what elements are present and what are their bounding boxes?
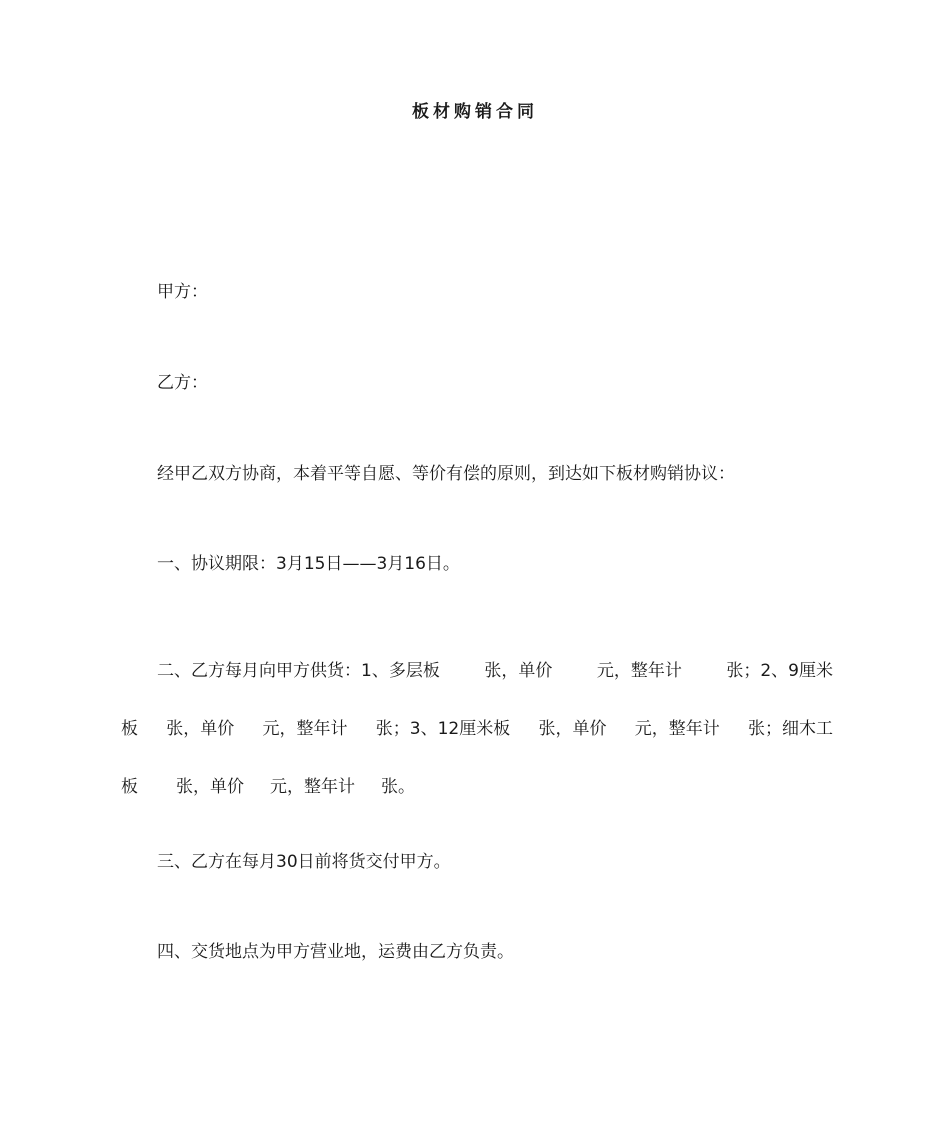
clause-2-text: 元，整年计 (270, 777, 355, 797)
clause-2-text: 板 (121, 719, 138, 739)
party-a-label: 甲方： (157, 282, 208, 302)
clause-2-text: 板 (121, 777, 138, 797)
clause-2-text: 张；3、12厘米板 (375, 719, 511, 739)
clause-2-text: 元，整年计 (634, 719, 720, 739)
party-b-label: 乙方： (157, 373, 208, 393)
clause-2-line-2 (121, 700, 833, 758)
clause-2-text: 张；2、9厘米 (726, 661, 833, 681)
clause-2-text: 张，单价 (538, 719, 607, 739)
clause-1-term: 一、协议期限：3月15日——3月16日。 (157, 554, 460, 574)
clause-2-text: 张。 (381, 777, 415, 797)
clause-2-text: 张，单价 (176, 777, 244, 797)
clause-2-text: 元，整年计 (596, 661, 682, 681)
clause-2-text: 张，单价 (484, 661, 553, 681)
clause-2-text: 元，整年计 (262, 719, 348, 739)
clause-2-line-1 (121, 642, 833, 700)
document-title: 板材购销合同 (412, 102, 538, 122)
clause-2-text: 张，单价 (166, 719, 235, 739)
clause-2-supply (121, 642, 833, 816)
preamble-paragraph: 经甲乙双方协商，本着平等自愿、等价有偿的原则，到达如下板材购销协议： (157, 464, 735, 484)
clause-2-line-3 (121, 758, 833, 816)
clause-2-text: 张；细木工 (747, 719, 833, 739)
clause-4-delivery-place: 四、交货地点为甲方营业地，运费由乙方负责。 (157, 942, 514, 962)
clause-3-delivery-date: 三、乙方在每月30日前将货交付甲方。 (157, 852, 451, 872)
clause-2-text: 二、乙方每月向甲方供货：1、多层板 (157, 661, 440, 681)
